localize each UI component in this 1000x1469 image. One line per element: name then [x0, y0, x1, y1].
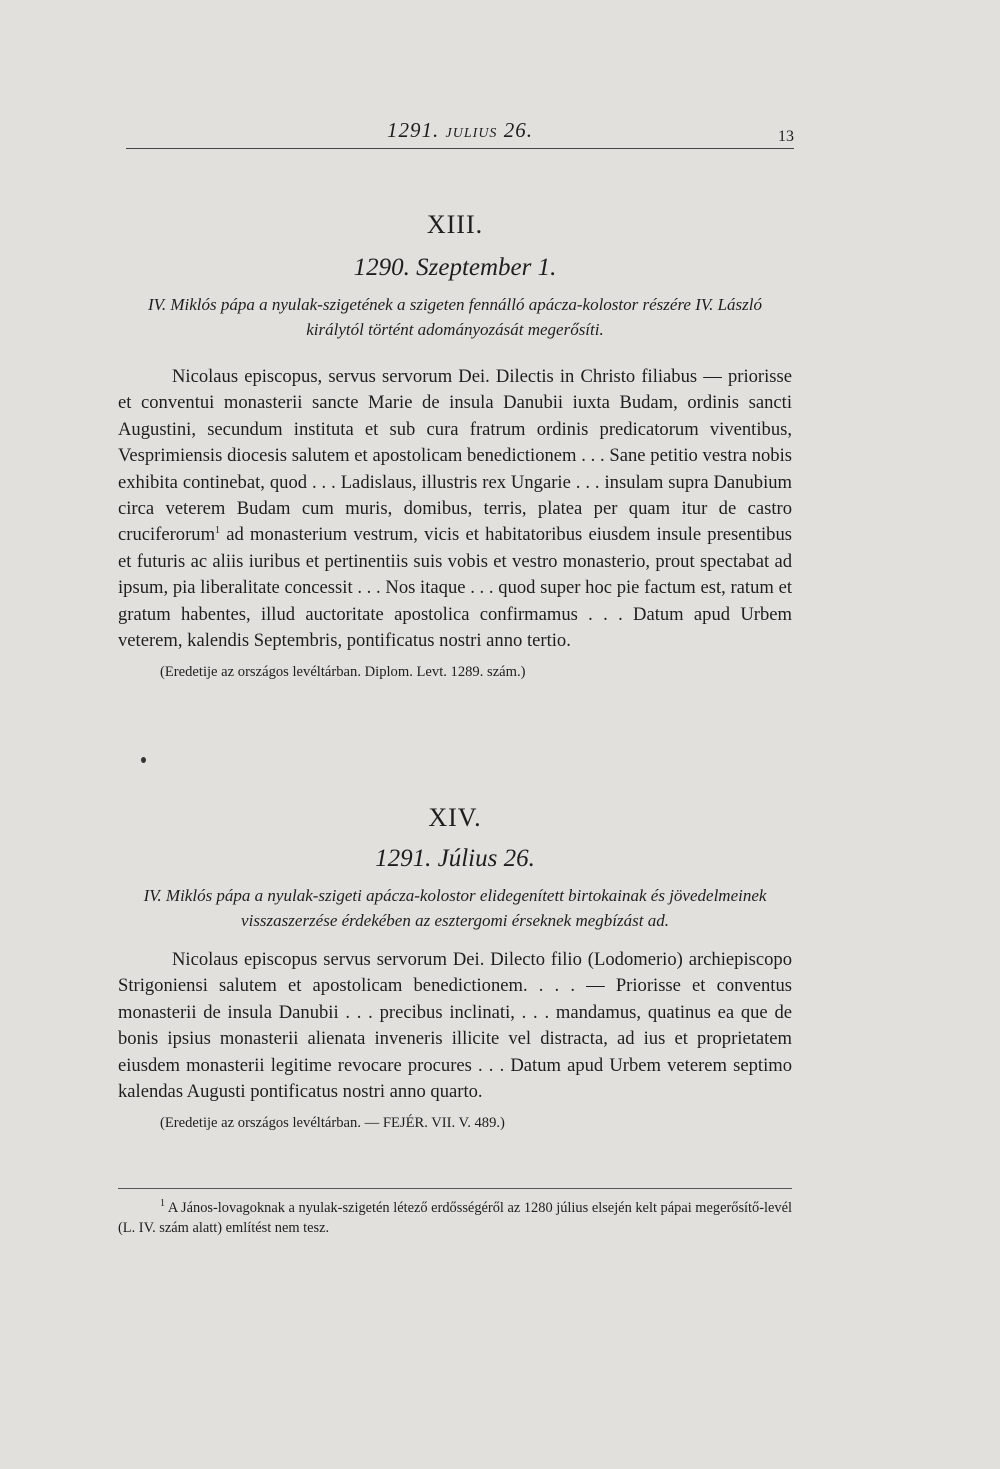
document-numeral: XIV. [428, 803, 482, 832]
running-title [126, 118, 794, 143]
document-body [118, 364, 792, 654]
document-body-text: Nicolaus episcopus, servus servorum Dei. Dilectis in Christo filiabus — priorisse et conventui monasterii sancte Marie de insula Danubii iuxta Budam, ordinis sancti Augustini, secundum instituta et sub cura fratrum ordinis predicatorum viventibus, Vesprimiensis diocesis salutem et apostolicam benedictionem . . . Sane petitio vestra nobis exhibita continebat, quod . . . Ladislaus, illustris rex Ungarie . . . insulam supra Danubium circa veterem Budam cum muris, domibus, terris, platea per quam itur de castro cruciferorum [118, 366, 792, 546]
footnote-text: A János-lovagoknak a nyulak-szigetén létező erdősségéről az 1280 július elsején kelt pápai megerősítő-levél (L. IV. szám alatt) említést nem tesz. [118, 1200, 793, 1236]
running-head [126, 118, 794, 149]
running-title-day: 26. [503, 118, 533, 142]
document-source: (Eredetije az országos levéltárban. — FEJÉR. VII. V. 489.) [160, 1115, 505, 1132]
footnote-divider [118, 1188, 792, 1189]
footnote-number: 1 [160, 1198, 165, 1210]
document-body: Nicolaus episcopus servus servorum Dei. Dilecto filio (Lodomerio) archiepiscopo Strigoniensi salutem et apostolicam benedictionem. . . . — Priorisse et conventus monasterii de insula Danubii . . . precibus inclinati, . . . mandamus, quatinus ea que de bonis ipsius monasterii alienata inveneris illicite vel distracta, ad ius et proprietatem eiusdem monasterii legitime revocare procures . . . Datum apud Urbem veterem septimo kalendas Augusti pontificatus nostri anno quarto. [118, 949, 792, 1103]
document-section-xiii [118, 210, 792, 681]
document-body-continued: ad monasterium vestrum, vicis et habitatoribus eiusdem insule presentibus et futuris ac aliis iuribus et pertinentiis suis vobis et vestro monasterio, prout spectabat ad ipsum, pia liberalitate concessit . . . Nos itaque . . . quod super hoc pie factum est, ratum et gratum habentes, illud auctoritate apostolica confirmamus . . . Datum apud Urbem veterem, kalendis Septembris, pontificatus nostri anno tertio. [118, 524, 792, 652]
running-title-year: 1291. [387, 118, 440, 142]
document-date: 1290. Szeptember 1. [353, 254, 557, 281]
document-source: (Eredetije az országos levéltárban. Diplom. Levt. 1289. szám.) [160, 664, 526, 681]
footnote-marker: 1 [215, 525, 221, 537]
running-title-month: JULIUS [445, 126, 498, 141]
document-numeral: XIII. [426, 210, 484, 239]
document-section-xiv [118, 803, 792, 1132]
document-summary: IV. Miklós pápa a nyulak-szigetének a szigeten fennálló apácza-kolostor részére IV. László királytól történt adományozását megerősíti. [148, 295, 762, 339]
document-summary: IV. Miklós pápa a nyulak-szigeti apácza-kolostor elidegenített birtokainak és jövedelmeinek visszaszerzése érdekében az esztergomi érseknek megbízást ad. [143, 886, 767, 930]
footnote [118, 1198, 792, 1238]
ink-speck [141, 757, 146, 763]
document-date: 1291. Július 26. [375, 845, 535, 872]
page-number: 13 [778, 128, 794, 145]
